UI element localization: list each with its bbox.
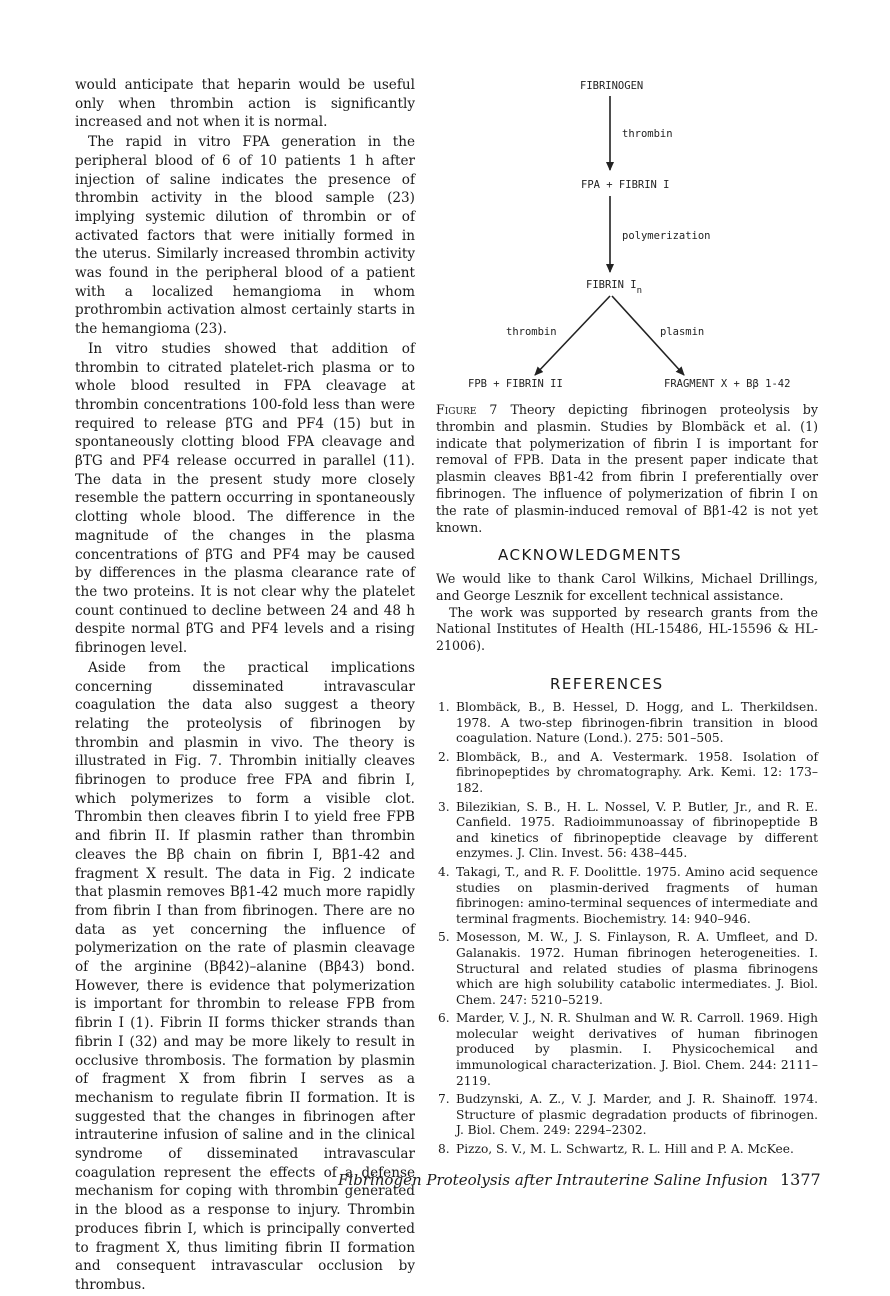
- paragraph: The rapid in vitro FPA generation in the peripheral blood of 6 of 10 patients 1 h after injection of saline indicates the presence of thrombin activity in the blood sample (23) implying systemic dilution of thrombin or of activated factors that were initially formed in the uterus. Similarly increased thrombin activity was found in the peripheral blood of a patient with a localized hemangioma in whom prothrombin activation almost certainly starts in the hemangioma (23).: [75, 134, 415, 338]
- reference-item: 3. Bilezikian, S. B., H. L. Nossel, V. P. Butler, Jr., and R. E. Canfield. 1975. Radioimmunoassay of fibrinopeptide B and kinetics of fibrinopeptide cleavage by different enzymes. J. Clin. Invest. 56: 438–445.: [438, 799, 818, 861]
- paragraph: In vitro studies showed that addition of thrombin to citrated platelet-rich plasma or to whole blood resulted in FPA cleavage at thrombin concentrations 100-fold less than were required to release βTG and PF4 (15) but in spontaneously clotting blood FPA cleavage and βTG and PF4 release occurred in parallel (11). The data in the present study more closely resemble the pattern occurring in spontaneously clotting whole blood. The difference in the magnitude of the changes in the plasma concentrations of βTG and PF4 may be caused by differences in the plasma clearance rate of the two proteins. It is not clear why the platelet count continued to decline between 24 and 48 h despite normal βTG and PF4 levels and a rising fibrinogen level.: [75, 340, 415, 657]
- edge-label-plasmin: plasmin: [660, 326, 705, 338]
- reference-item: 7. Budzynski, A. Z., V. J. Marder, and J. R. Shainoff. 1974. Structure of plasmic degradation products of fibrinogen. J. Biol. Chem. 249: 2294–2302.: [438, 1092, 818, 1138]
- page-number: 1377: [780, 1170, 821, 1189]
- reference-item: 1. Blombäck, B., B. Hessel, D. Hogg, and L. Therkildsen. 1978. A two-step fibrinogen-fibrin transition in blood coagulation. Nature (Lond.). 275: 501–505.: [438, 700, 818, 746]
- references-heading: REFERENCES: [550, 675, 664, 693]
- acknowledgments-heading: ACKNOWLEDGMENTS: [498, 546, 682, 564]
- acknowledgments-paragraph: We would like to thank Carol Wilkins, Michael Drillings, and George Lesznik for excellent technical assistance.: [436, 571, 818, 603]
- reference-item: 6. Marder, V. J., N. R. Shulman and W. R. Carroll. 1969. High molecular weight derivatives of human fibrinogen produced by plasmin. I. Physicochemical and immunological characterization. J. Biol. Chem. 244: 2111–2119.: [438, 1011, 818, 1088]
- reference-item: 8. Pizzo, S. V., M. L. Schwartz, R. L. Hill and P. A. McKee.: [438, 1142, 794, 1157]
- paragraph: Aside from the practical implications concerning disseminated intravascular coagulation the data also suggest a theory relating the proteolysis of fibrinogen by thrombin and plasmin in vivo. The theory is illustrated in Fig. 7. Thrombin initially cleaves fibrinogen to produce free FPA and fibrin I, which polymerizes to form a visible clot. Thrombin then cleaves fibrin I to yield free FPB and fibrin II. If plasmin rather than thrombin cleaves the Bβ chain on fibrin I, Bβ1-42 and fragment X result. The data in Fig. 2 indicate that plasmin removes Bβ1-42 much more rapidly from fibrin I than from fibrinogen. There are no data as yet concerning the influence of polymerization on the rate of plasmin cleavage of the arginine (Bβ42)–alanine (Bβ43) bond. However, there is evidence that polymerization is important for thrombin to release FPB from fibrin I (1). Fibrin II forms thicker strands than fibrin I (32) and may be more likely to result in occlusive thrombosis. The formation by plasmin of fragment X from fibrin I serves as a mechanism to regulate fibrin II formation. It is suggested that the changes in fibrinogen after intrauterine infusion of saline and in the clinical syndrome of disseminated intravascular coagulation represent the effects of a defense mechanism for coping with thrombin generated in the blood as a response to injury. Thrombin produces fibrin I, which is principally converted to fragment X, thus limiting fibrin II formation and consequent intravascular occlusion by thrombus.: [75, 659, 415, 1293]
- edge-label-thrombin: thrombin: [622, 128, 673, 140]
- node-fpb-fibrin-ii: FPB + FIBRIN II: [468, 378, 563, 390]
- caption-text: Theory depicting fibrinogen proteolysis by thrombin and plasmin. Studies by Blombäck et al. (1) indicate that polymerization of fibrin I is important for removal of FPB. Data in the present paper indicate that plasmin cleaves Bβ1-42 from fibrin I preferentially over fibrinogen. The influence of polymerization of fibrin I on the rate of plasmin-induced removal of Bβ1-42 is not yet known.: [436, 402, 818, 535]
- figure-7-diagram: [432, 72, 822, 402]
- reference-item: 5. Mosesson, M. W., J. S. Finlayson, R. A. Umfleet, and D. Galanakis. 1972. Human fibrinogen heterogeneities. I. Structural and related studies of plasma fibrinogens which are high solubility catabolic intermediates. J. Biol. Chem. 247: 5210–5219.: [438, 930, 818, 1007]
- edge-label-polymerization: polymerization: [622, 230, 711, 242]
- reference-list: [436, 700, 818, 1161]
- reference-item: 4. Takagi, T., and R. F. Doolittle. 1975. Amino acid sequence studies on plasmin-derived fragments of human fibrinogen: amino-terminal sequences of intermediate and terminal fragments. Biochemistry. 14: 940–946.: [438, 864, 818, 926]
- left-column-text: [75, 76, 415, 1296]
- acknowledgments-paragraph: The work was supported by research grants from the National Institutes of Health (HL-15486, HL-15596 & HL-21006).: [436, 604, 818, 654]
- node-fibrin-in: FIBRIN In: [586, 279, 642, 296]
- acknowledgments-body: [436, 571, 818, 655]
- running-title: Fibrinogen Proteolysis after Intrauterine Saline Infusion: [338, 1171, 768, 1189]
- figure-caption: [436, 402, 818, 536]
- paragraph: would anticipate that heparin would be useful only when thrombin action is significantly increased and not when it is normal.: [75, 77, 415, 131]
- pathway-diagram: [432, 72, 822, 402]
- reference-item: 2. Blombäck, B., and A. Vestermark. 1958. Isolation of fibrinopeptides by chromatography. Ark. Kemi. 12: 173–182.: [438, 749, 818, 795]
- caption-label: Figure 7: [436, 402, 498, 417]
- node-fibrinogen: FIBRINOGEN: [580, 80, 644, 92]
- node-fpa-fibrin-i: FPA + FIBRIN I: [581, 179, 670, 191]
- node-fragment-x: FRAGMENT X + Bβ 1-42: [664, 378, 791, 390]
- edge-label-thrombin-2: thrombin: [506, 326, 557, 338]
